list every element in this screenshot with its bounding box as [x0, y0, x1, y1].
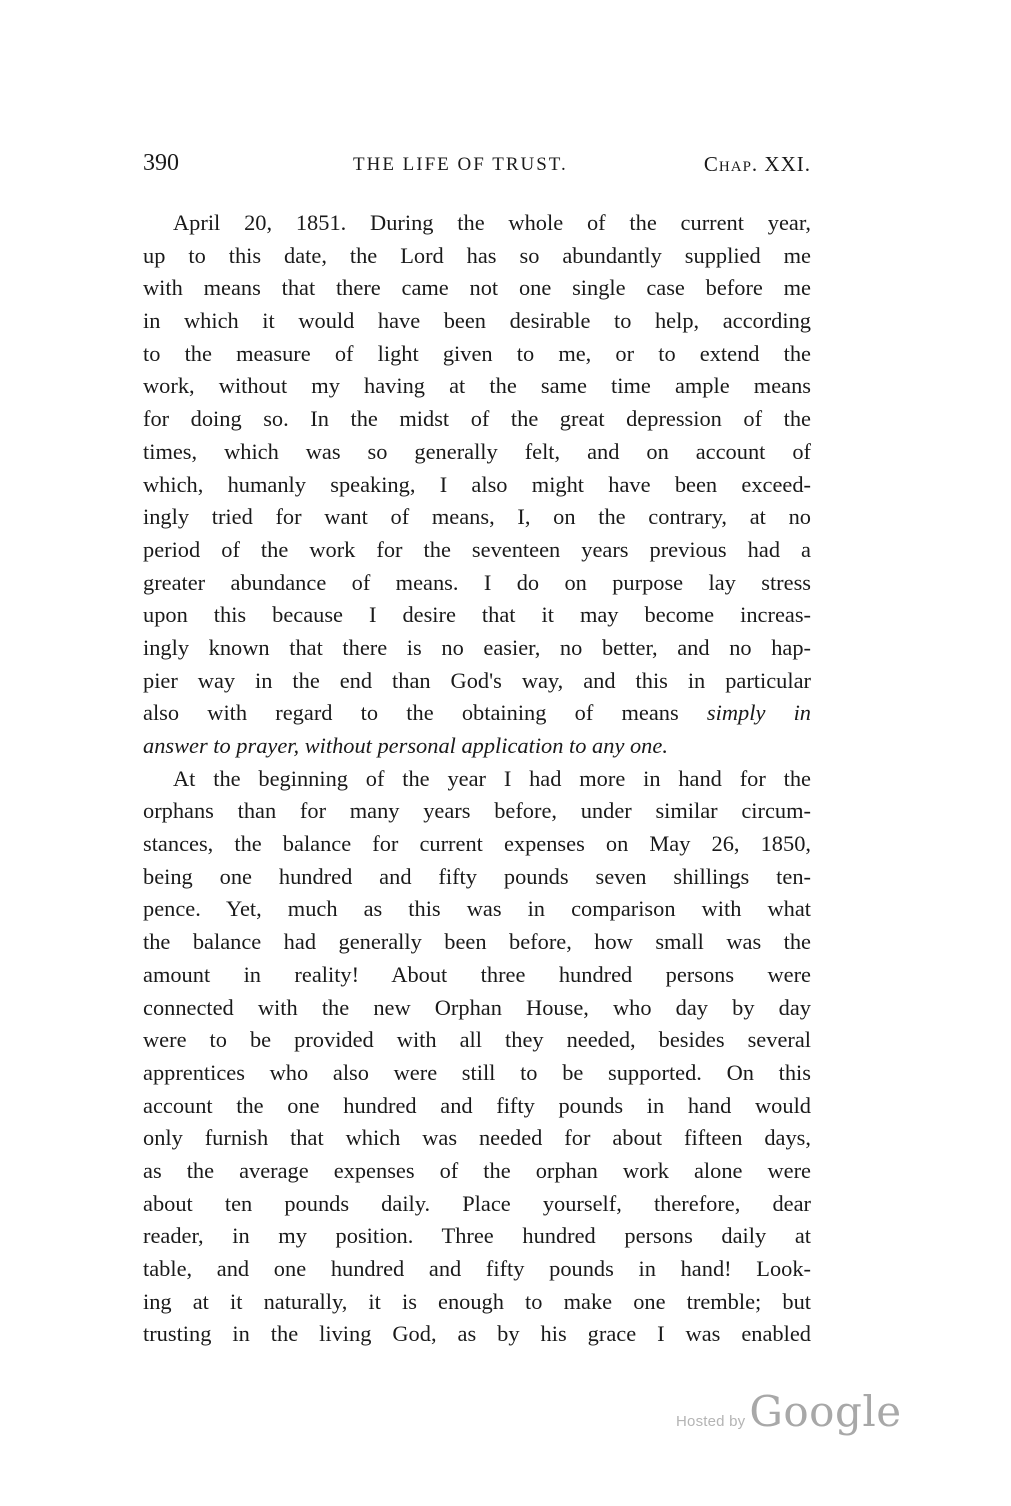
text-line: work, without my having at the same time ample means	[143, 373, 811, 399]
text-line: ing at it naturally, it is enough to make one tremble; but	[143, 1288, 811, 1314]
text-line: being one hundred and fifty pounds seven shillings ten-	[143, 863, 811, 889]
hosted-by-google-watermark	[676, 1387, 902, 1436]
text-line: for doing so. In the midst of the great depression of the	[143, 406, 811, 432]
text-line: ingly known that there is no easier, no better, and no hap-	[143, 634, 811, 660]
text-line: pence. Yet, much as this was in comparison with what	[143, 896, 811, 922]
text-line: account the one hundred and fifty pounds in hand would	[143, 1092, 811, 1118]
text-line-mixed	[143, 697, 811, 730]
text-line: apprentices who also were still to be supported. On this	[143, 1059, 811, 1085]
text-line: At the beginning of the year I had more in hand for the	[173, 765, 811, 791]
text-line: only furnish that which was needed for about fifteen days,	[143, 1125, 811, 1151]
text-line: about ten pounds daily. Place yourself, therefore, dear	[143, 1190, 811, 1216]
text-segment: also with regard to the obtaining of means	[143, 700, 679, 726]
body-text	[143, 207, 811, 1351]
text-line: with means that there came not one single case before me	[143, 275, 811, 301]
text-line: up to this date, the Lord has so abundantly supplied me	[143, 242, 811, 268]
page-number: 390	[143, 150, 179, 176]
text-line: as the average expenses of the orphan work alone were	[143, 1157, 811, 1183]
text-line: April 20, 1851. During the whole of the current year,	[173, 210, 811, 235]
text-line: period of the work for the seventeen years previous had a	[143, 536, 811, 562]
running-header	[143, 150, 811, 180]
hosted-by-label: Hosted by	[676, 1413, 746, 1430]
emphasis-text: simply in	[706, 700, 812, 726]
text-line: to the measure of light given to me, or to extend the	[143, 340, 811, 366]
text-line: were to be provided with all they needed, besides several	[143, 1027, 811, 1053]
text-line: stances, the balance for current expenses on May 26, 1850,	[143, 831, 811, 857]
emphasis-line: answer to prayer, without personal application to any one.	[143, 733, 668, 758]
text-line: upon this because I desire that it may become increas-	[143, 602, 811, 628]
text-line: reader, in my position. Three hundred persons daily at	[143, 1223, 811, 1249]
text-line: greater abundance of means. I do on purpose lay stress	[143, 569, 811, 595]
running-title: THE LIFE OF TRUST.	[353, 154, 568, 175]
text-line: in which it would have been desirable to help, according	[143, 308, 811, 334]
text-line: which, humanly speaking, I also might have been exceed-	[143, 471, 811, 497]
text-line: trusting in the living God, as by his grace I was enabled	[143, 1321, 811, 1347]
text-line: the balance had generally been before, how small was the	[143, 929, 811, 955]
text-line: ingly tried for want of means, I, on the contrary, at no	[143, 504, 811, 530]
text-line: times, which was so generally felt, and on account of	[143, 438, 811, 464]
chapter-label: Chap. XXI.	[703, 152, 811, 176]
text-line: pier way in the end than God's way, and this in particular	[143, 667, 811, 693]
text-line: connected with the new Orphan House, who day by day	[143, 994, 811, 1020]
text-line: table, and one hundred and fifty pounds in hand! Look-	[143, 1256, 811, 1281]
text-line: orphans than for many years before, under similar circum-	[143, 798, 811, 824]
google-logo: Google	[749, 1387, 902, 1436]
text-line: amount in reality! About three hundred persons were	[143, 961, 811, 987]
